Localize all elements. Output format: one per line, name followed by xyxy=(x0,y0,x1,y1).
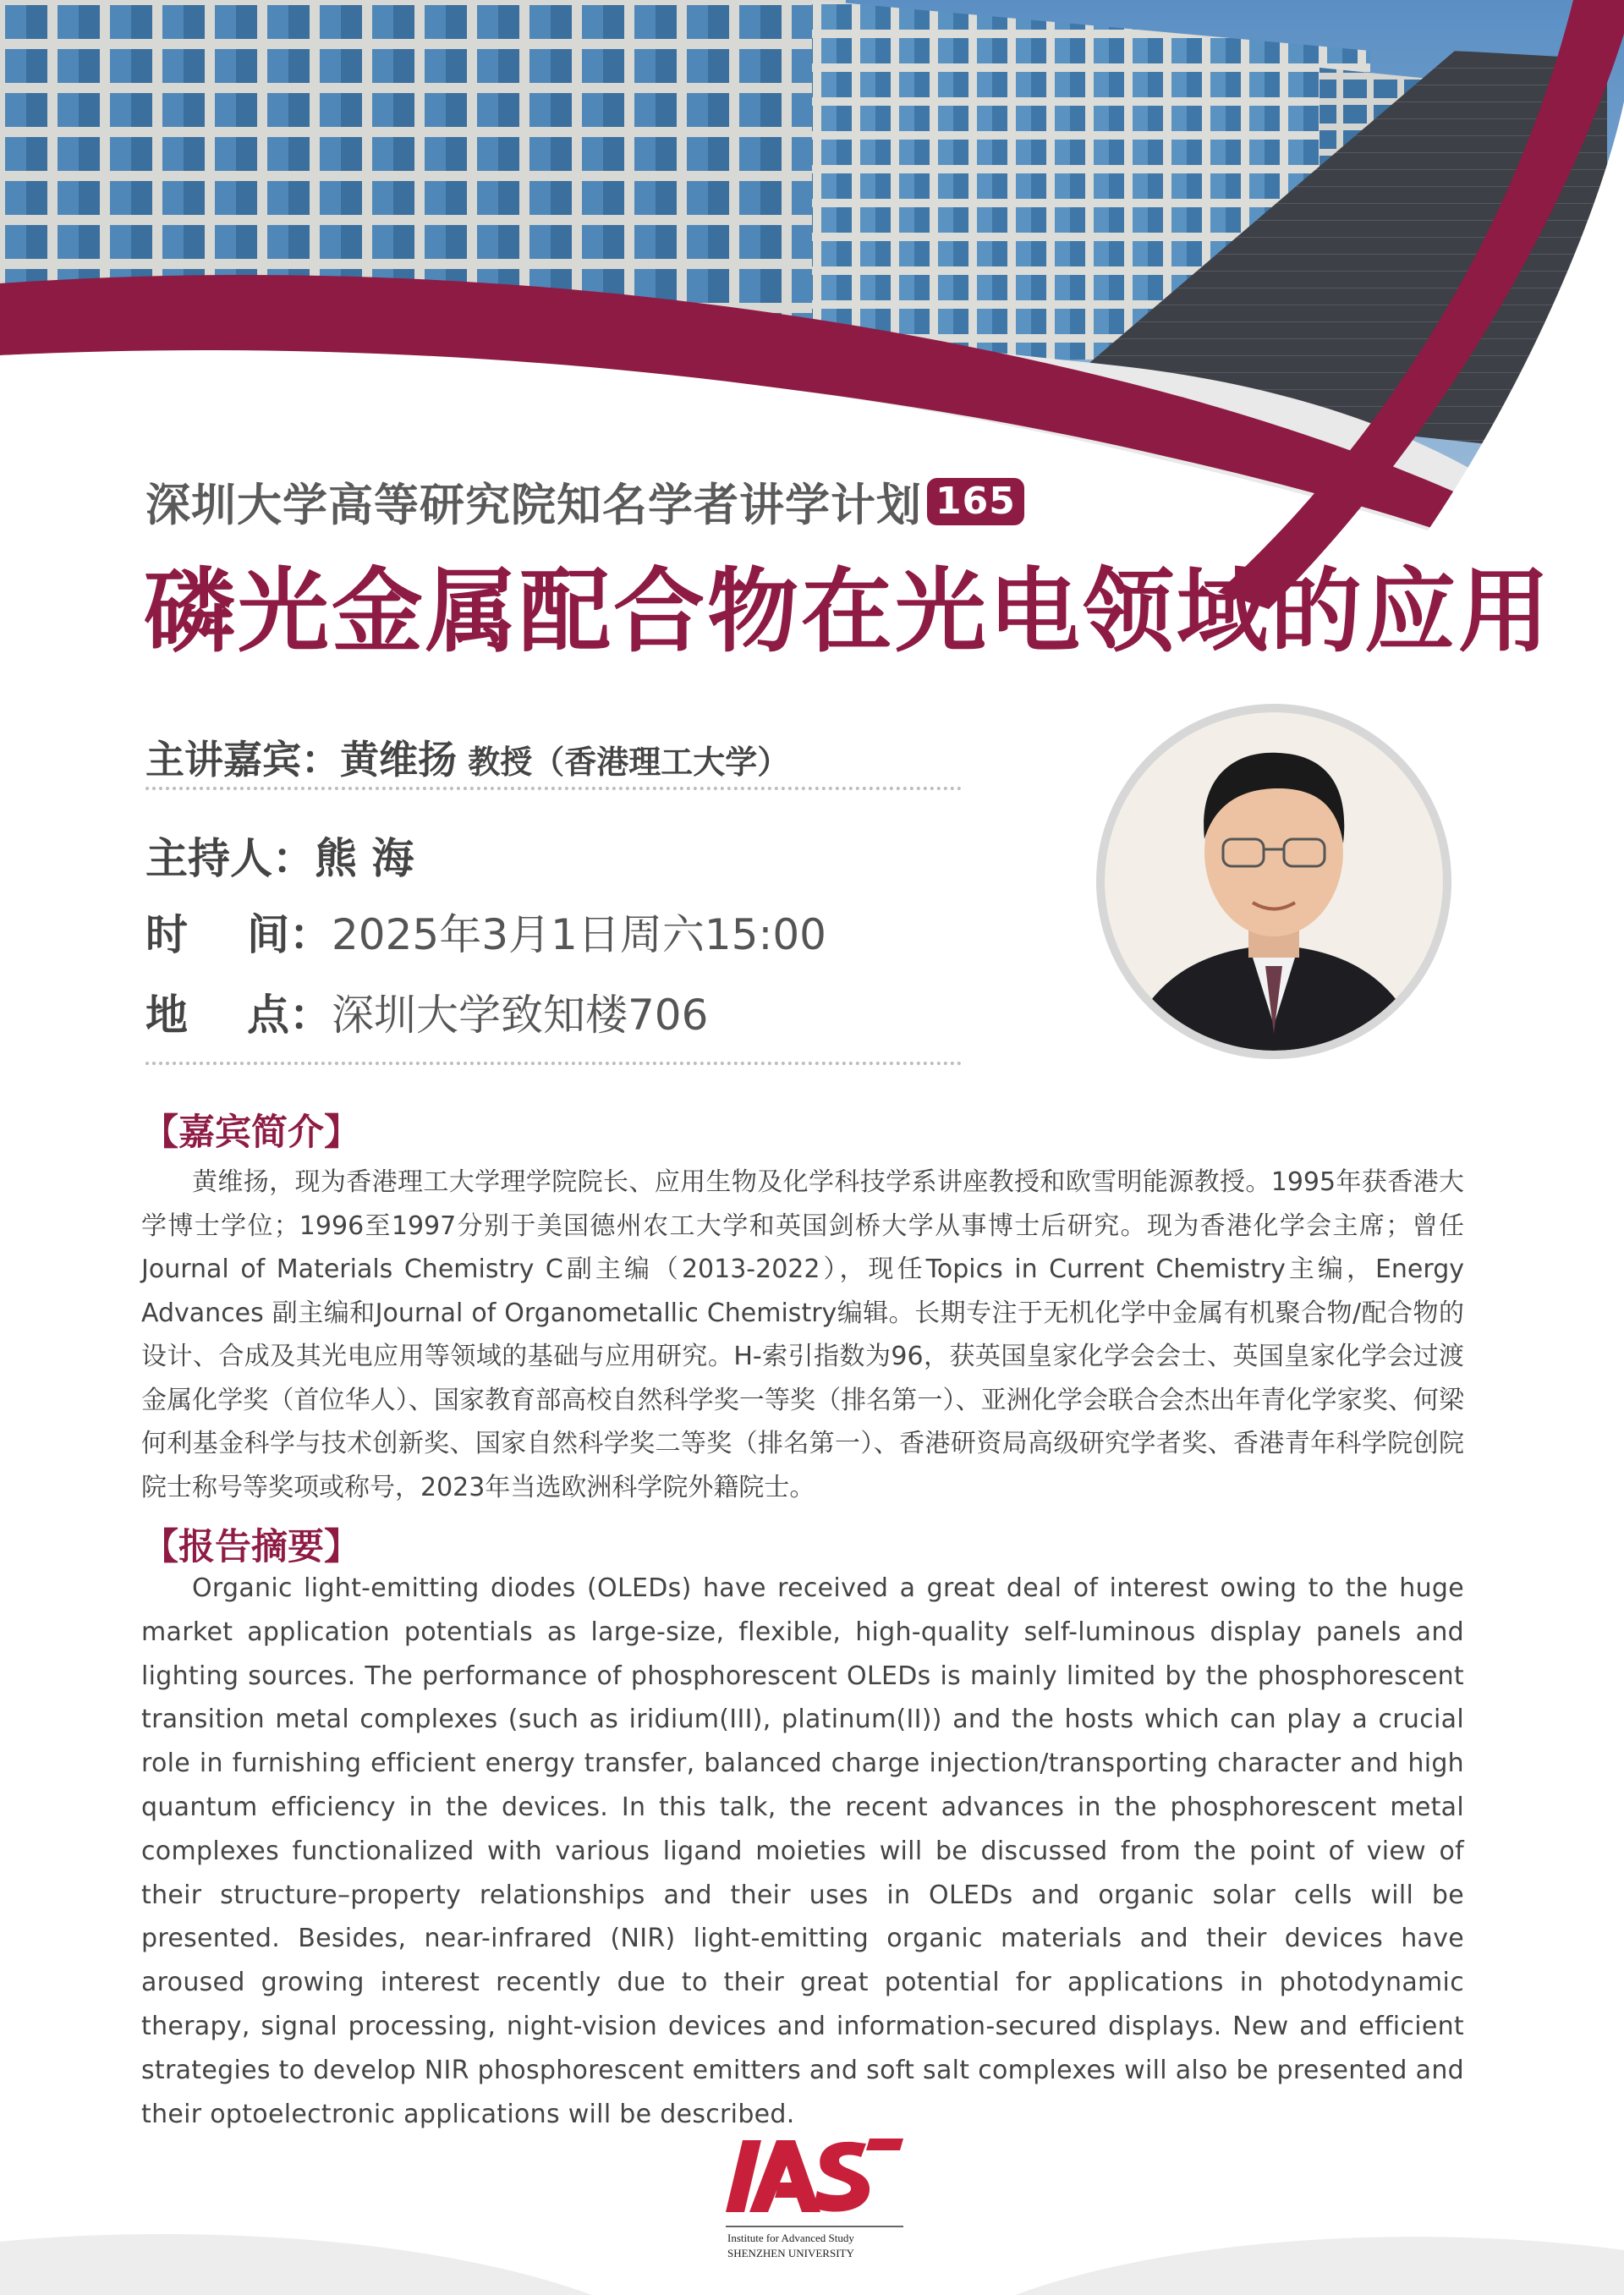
dotted-divider xyxy=(145,787,962,790)
svg-text:Institute for Advanced Study: Institute for Advanced Study xyxy=(727,2232,854,2244)
speaker-label: 主讲嘉宾： xyxy=(145,737,340,782)
location-value: 深圳大学致知楼706 xyxy=(332,991,709,1040)
speaker-line xyxy=(145,729,789,785)
abstract-heading: 【报告摘要】 xyxy=(142,1526,360,1568)
location-line xyxy=(145,981,708,1042)
time-label: 时 间： xyxy=(145,910,332,959)
series-number-badge: 165 xyxy=(927,478,1024,525)
speaker-portrait xyxy=(1096,704,1451,1059)
series-title-text: 深圳大学高等研究院知名学者讲学计划 xyxy=(145,480,922,531)
lecture-series-title xyxy=(145,469,1024,534)
bio-heading: 【嘉宾简介】 xyxy=(142,1112,360,1154)
lecture-title: 磷光金属配合物在光电领域的应用 xyxy=(144,559,1553,665)
bio-text: 黄维扬，现为香港理工大学理学院院长、应用生物及化学科技学系讲座教授和欧雪明能源教授。1995年获香港大学博士学位；1996至1997分别于美国德州农工大学和英国剑桥大学从事博士后研究。现为香港化学会主席；曾任Journal of Materials Chemistry C副主编（2013-2022），现任Topics in Current Chemistry主编，Energy Advances 副主编和Journal of Organometallic Chemistry编辑。长期专注于无机化学中金属有机聚合物/配合物的设计、合成及其光电应用等领域的基础与应用研究。H-索引指数为96，获英国皇家化学会会士、英国皇家化学会过渡金属化学奖（首位华人）、国家教育部高校自然科学奖一等奖（排名第一）、亚洲化学会联合会杰出年青化学家奖、何梁何利基金科学与技术创新奖、国家自然科学奖二等奖（排名第一）、香港研资局高级研究学者奖、香港青年科学院创院院士称号等奖项或称号，2023年当选欧洲科学院外籍院士。 xyxy=(141,1167,1464,1502)
abstract-text: Organic light-emitting diodes (OLEDs) have received a great deal of interest owing to the huge market application potentials as large-size, flexible, high-quality self-luminous display panels and lighting sources. The performance of phosphorescent OLEDs is mainly limited by the phosphorescent transition metal complexes (such as iridium(III), platinum(II)) and the hosts which can play a crucial role in furnishing efficient energy transfer, balanced charge injection/transporting character and high quantum efficiency in the devices. In this talk, the recent advances in the phosphorescent metal complexes functionalized with various ligand moieties will be discussed from the point of view of their structure–property relationships and their uses in OLEDs and organic solar cells will be presented. Besides, near-infrared (NIR) light-emitting organic materials and their devices have aroused growing interest recently due to their great potential for applications in photodynamic therapy, signal processing, night-vision devices and information-secured displays. New and efficient strategies to develop NIR phosphorescent emitters and soft salt complexes will also be presented and their optoelectronic applications will be described. xyxy=(141,1573,1464,2129)
location-label: 地 点： xyxy=(145,991,332,1040)
dotted-divider xyxy=(145,1062,962,1065)
svg-text:SHENZHEN UNIVERSITY: SHENZHEN UNIVERSITY xyxy=(727,2247,854,2259)
speaker-affiliation: 教授（香港理工大学） xyxy=(457,744,790,781)
host-label: 主持人： xyxy=(145,834,315,883)
host-line xyxy=(145,825,414,886)
speaker-name: 黄维扬 xyxy=(340,737,457,782)
time-line xyxy=(145,901,826,962)
portrait-image xyxy=(1096,704,1451,1059)
host-name: 熊 海 xyxy=(315,834,414,883)
bottom-decoration xyxy=(0,2225,1624,2295)
time-value: 2025年3月1日周六15:00 xyxy=(332,910,826,959)
